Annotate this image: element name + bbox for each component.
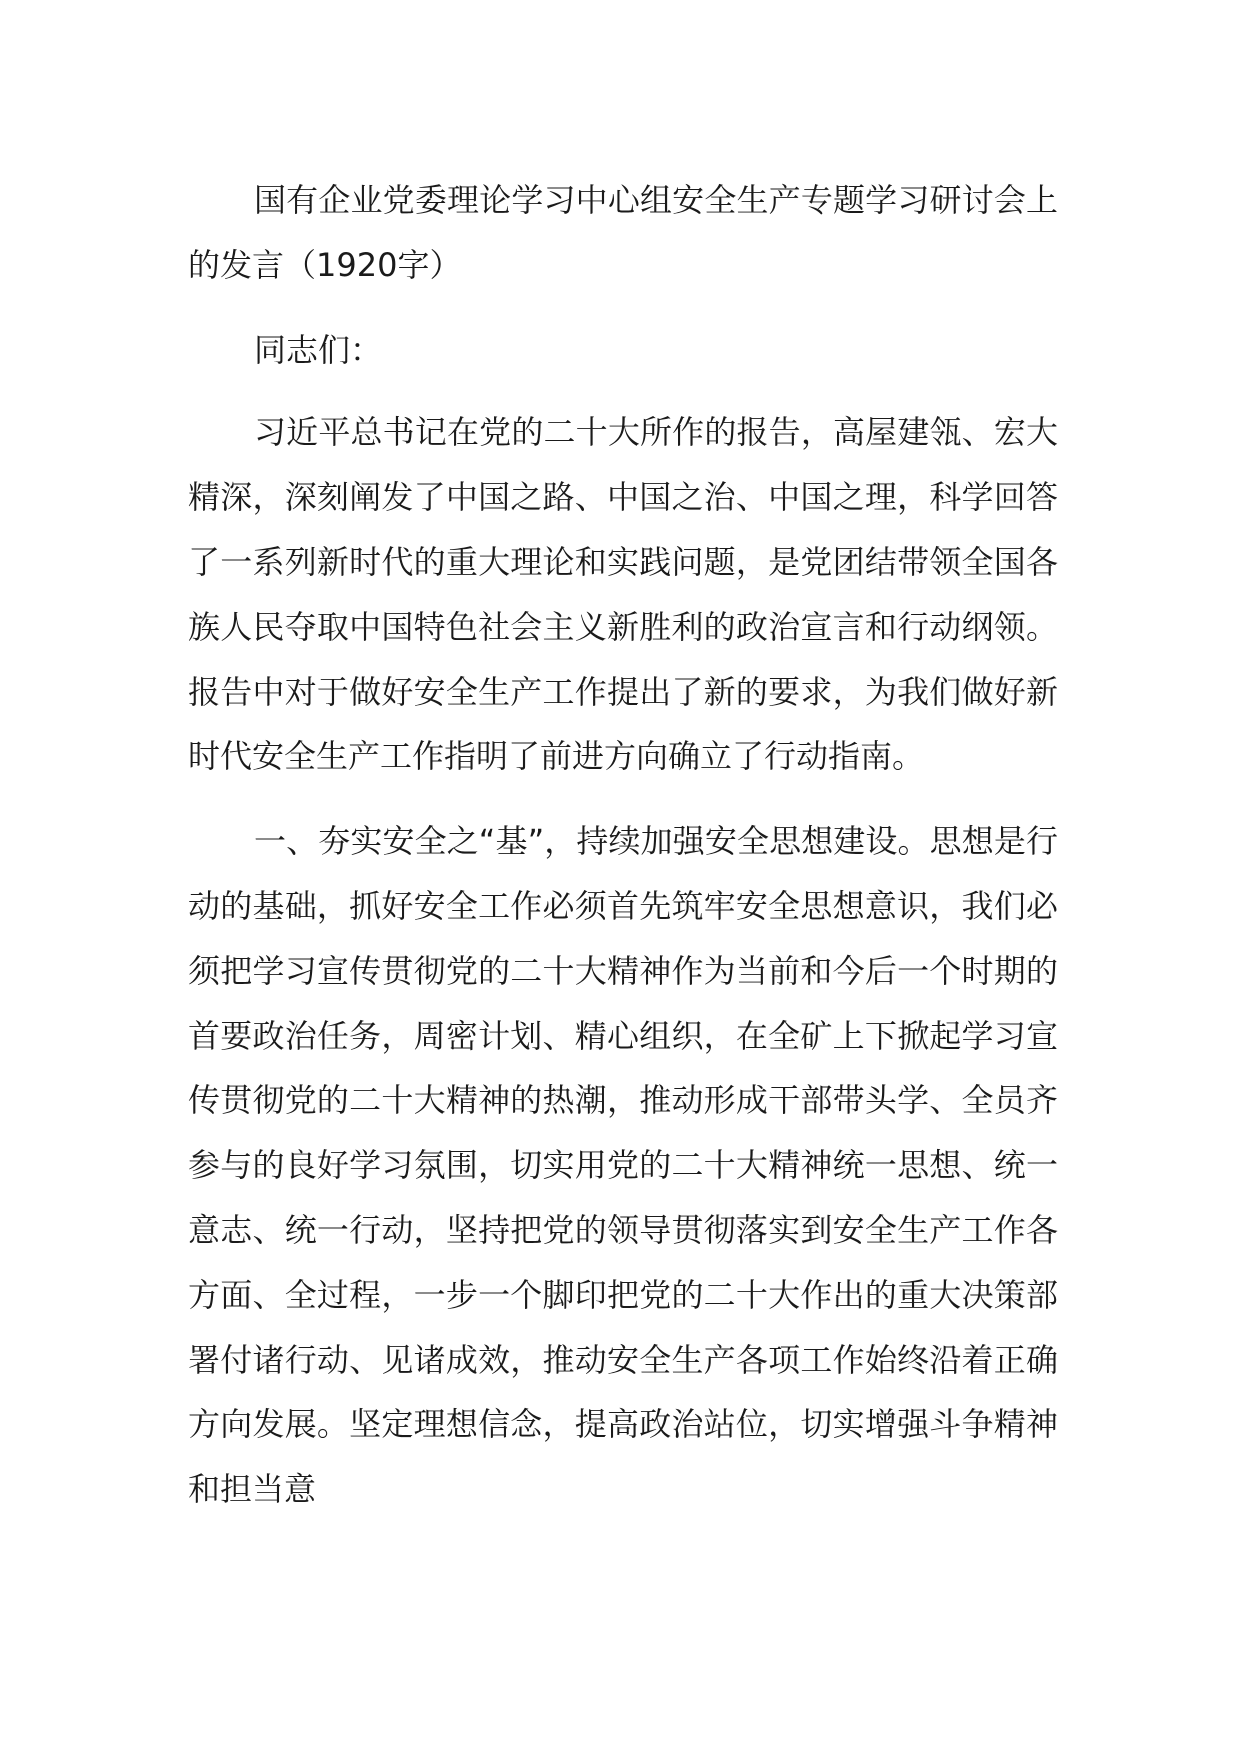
document-title: 国有企业党委理论学习中心组安全生产专题学习研讨会上的发言（1920字）	[188, 181, 1058, 284]
document-body	[188, 168, 1058, 1542]
paragraph-intro: 习近平总书记在党的二十大所作的报告，高屋建瓴、宏大精深，深刻阐发了中国之路、中国之治、中国之理，科学回答了一系列新时代的重大理论和实践问题，是党团结带领全国各族人民夺取中国特色社会主义新胜利的政治宣言和行动纲领。报告中对于做好安全生产工作提出了新的要求，为我们做好新时代安全生产工作指明了前进方向确立了行动指南。	[188, 413, 1058, 776]
salutation: 同志们：	[254, 330, 383, 369]
paragraph-section-one: 一、夯实安全之“基”，持续加强安全思想建设。思想是行动的基础，抓好安全工作必须首先筑牢安全思想意识，我们必须把学习宣传贯彻党的二十大精神作为当前和今后一个时期的首要政治任务，周密计划、精心组织，在全矿上下掀起学习宣传贯彻党的二十大精神的热潮，推动形成干部带头学、全员齐参与的良好学习氛围，切实用党的二十大精神统一思想、统一意志、统一行动，坚持把党的领导贯彻落实到安全生产工作各方面、全过程，一步一个脚印把党的二十大作出的重大决策部署付诸行动、见诸成效，推动安全生产各项工作始终沿着正确方向发展。坚定理想信念，提高政治站位，切实增强斗争精神和担当意	[188, 822, 1058, 1509]
